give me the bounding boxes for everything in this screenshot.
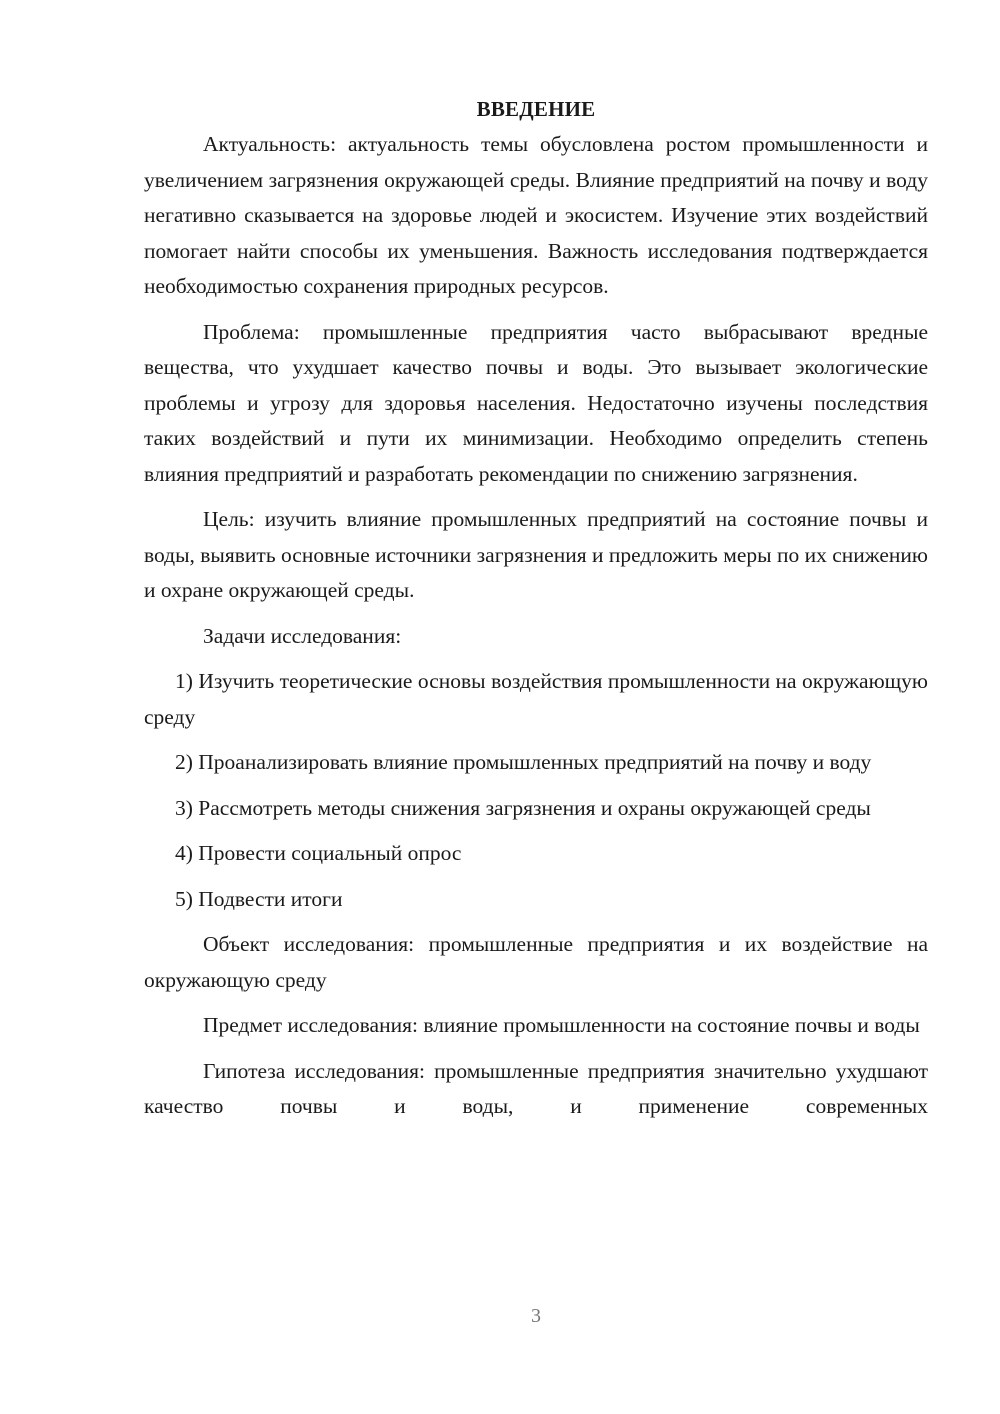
task-item: 1) Изучить теоретические основы воздействия промышленности на окружающую среду bbox=[144, 669, 928, 729]
problem-paragraph: Проблема: промышленные предприятия часто выбрасывают вредные вещества, что ухудшает качество почвы и воды. Это вызывает экологические проблемы и угрозу для здоровья населения. Недостаточно изучены последствия таких воздействий и пути их минимизации. Необходимо определить степень влияния предприятий и разработать рекомендации по снижению загрязнения. bbox=[144, 319, 928, 486]
task-item: 2) Проанализировать влияние промышленных предприятий на почву и воду bbox=[175, 750, 872, 774]
document-page bbox=[144, 92, 928, 1125]
relevance-paragraph: Актуальность: актуальность темы обусловлена ростом промышленности и увеличением загрязнения окружающей среды. Влияние предприятий на почву и воду негативно сказывается на здоровье людей и экосистем. Изучение этих воздействий помогает найти способы их уменьшения. Важность исследования подтверждается необходимостью сохранения природных ресурсов. bbox=[144, 132, 928, 298]
page-title: ВВЕДЕНИЕ bbox=[476, 97, 596, 121]
tasks-heading: Задачи исследования: bbox=[203, 623, 402, 648]
task-item: 5) Подвести итоги bbox=[175, 886, 343, 911]
goal-paragraph: Цель: изучить влияние промышленных предприятий на состояние почвы и воды, выявить основные источники загрязнения и предложить меры по их снижению и охране окружающей среды. bbox=[144, 507, 928, 602]
task-item: 4) Провести социальный опрос bbox=[175, 841, 462, 865]
page-number: 3 bbox=[531, 1305, 541, 1327]
task-item: 3) Рассмотреть методы снижения загрязнения и охраны окружающей среды bbox=[175, 795, 871, 820]
object-paragraph: Объект исследования: промышленные предприятия и их воздействие на окружающую среду bbox=[144, 932, 928, 992]
subject-paragraph: Предмет исследования: влияние промышленности на состояние почвы и воды bbox=[203, 1013, 920, 1037]
hypothesis-paragraph: Гипотеза исследования: промышленные предприятия значительно ухудшают качество почвы и воды, и применение современных bbox=[144, 1058, 928, 1118]
